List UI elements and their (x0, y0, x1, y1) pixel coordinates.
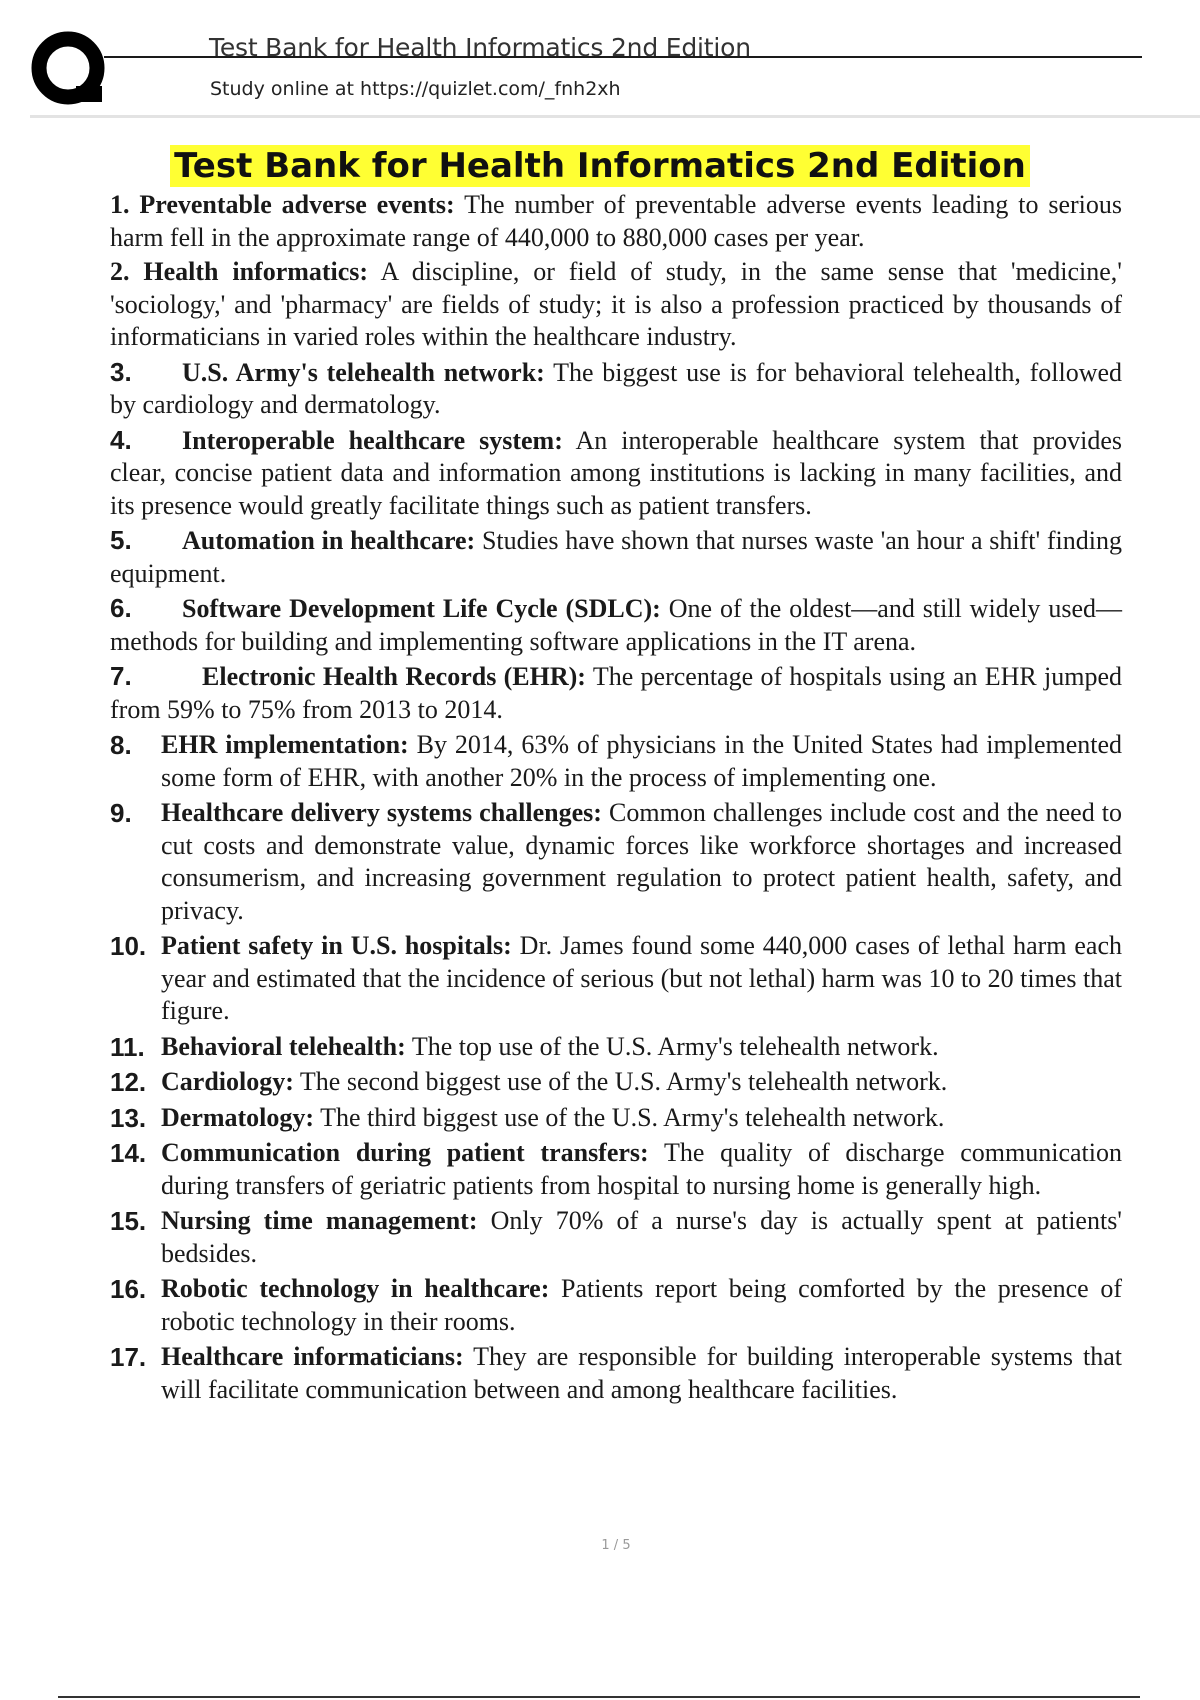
item-term: Interoperable healthcare system: (182, 425, 563, 455)
item-number: 5. (110, 525, 132, 555)
document-title: Test Bank for Health Informatics 2nd Edition (170, 145, 1030, 187)
item-number: 9. (110, 798, 132, 828)
list-item (110, 189, 1122, 254)
item-definition: The second biggest use of the U.S. Army's telehealth network. (299, 1067, 948, 1096)
page-number: 1 / 5 (601, 1538, 631, 1553)
item-definition: The quality of discharge communication during transfers of geriatric patients from hospital to nursing home is generally high. (161, 1138, 1122, 1200)
item-definition: The percentage of hospitals using an EHR jumped from 59% to 75% from 2013 to 2014. (110, 662, 1123, 724)
list-item (110, 1102, 1122, 1135)
item-term: Healthcare informaticians: (161, 1342, 464, 1371)
item-definition: By 2014, 63% of physicians in the United States had implemented some form of EHR, with another 20% in the process of implementing one. (161, 730, 1123, 792)
list-item (110, 797, 1122, 927)
item-number: 10. (110, 931, 147, 961)
title-wrap (0, 145, 1200, 187)
item-number: 14. (110, 1138, 147, 1168)
item-number: 11. (110, 1031, 145, 1062)
item-term: Communication during patient transfers: (161, 1138, 649, 1167)
item-definition: One of the oldest—and still widely used—methods for building and implementing software applications in the IT arena. (110, 594, 1122, 656)
header-study-link[interactable]: Study online at https://quizlet.com/_fnh2xh (210, 78, 621, 100)
item-number: 1. (110, 190, 130, 219)
list-item (110, 524, 1122, 590)
header-divider (30, 115, 1200, 118)
quizlet-q-icon (30, 30, 112, 112)
item-definition: Dr. James found some 440,000 cases of lethal harm each year and estimated that the incidence of serious (but not lethal) harm was 10 to 20 times that figure. (161, 931, 1123, 1025)
item-term: Healthcare delivery systems challenges: (161, 798, 602, 827)
item-term: Health informatics: (143, 257, 369, 286)
item-number: 17. (110, 1342, 147, 1372)
item-number: 6. (110, 593, 132, 623)
item-term: Electronic Health Records (EHR): (202, 662, 586, 691)
item-number: 15. (110, 1206, 147, 1236)
list-item (110, 1137, 1122, 1202)
item-number: 8. (110, 730, 132, 760)
list-item (110, 424, 1122, 523)
item-number: 12. (110, 1067, 147, 1097)
item-definition: They are responsible for building interoperable systems that will facilitate communication between and among healthcare facilities. (161, 1342, 1123, 1404)
item-term: EHR implementation: (161, 730, 409, 759)
item-term: U.S. Army's telehealth network: (182, 357, 545, 387)
list-item (110, 1066, 1122, 1099)
list-item (110, 729, 1122, 794)
item-number: 4. (110, 424, 132, 455)
item-definition: A discipline, or field of study, in the same sense that 'medicine,' 'sociology,' and 'pharmacy' are fields of study; it is also a profession practiced by thousands of informaticians in varied roles within the healthcare industry. (110, 257, 1122, 351)
item-term: Dermatology: (161, 1102, 315, 1132)
item-definition: Common challenges include cost and the need to cut costs and demonstrate value, dynamic forces like workforce shortages and increased consumerism, and increasing government regulation to protect patient health, safety, and privacy. (161, 798, 1123, 925)
item-term: Patient safety in U.S. hospitals: (161, 931, 512, 960)
list-item (110, 1031, 1122, 1064)
item-term: Preventable adverse events: (139, 190, 455, 219)
question-list (110, 189, 1122, 1408)
item-definition: An interoperable healthcare system that provides clear, concise patient data and information among institutions is lacking in many facilities, and its presence would greatly facilitate things such as patient transfers. (110, 425, 1122, 520)
item-definition: The top use of the U.S. Army's telehealth network. (411, 1031, 939, 1061)
item-number: 13. (110, 1102, 147, 1133)
item-definition: The number of preventable adverse events leading to serious harm fell in the approximate range of 440,000 to 880,000 cases per year. (110, 190, 1123, 252)
list-item (110, 1341, 1122, 1406)
list-item (110, 660, 1122, 726)
item-definition: The biggest use is for behavioral telehealth, followed by cardiology and dermatology. (110, 357, 1123, 419)
item-definition: Only 70% of a nurse's day is actually spent at patients' bedsides. (161, 1206, 1122, 1268)
footer-rule (58, 1696, 1140, 1698)
list-item (110, 1205, 1122, 1270)
item-term: Behavioral telehealth: (161, 1031, 406, 1061)
list-item (110, 592, 1122, 658)
list-item (110, 930, 1122, 1028)
item-number: 3. (110, 356, 132, 387)
item-number: 16. (110, 1274, 147, 1304)
list-item (110, 256, 1122, 354)
item-term: Nursing time management: (161, 1206, 478, 1235)
page-header (0, 0, 1200, 120)
item-number: 7. (110, 661, 132, 691)
item-term: Automation in healthcare: (182, 526, 476, 555)
item-definition: The third biggest use of the U.S. Army's telehealth network. (320, 1102, 945, 1132)
list-item (110, 1273, 1122, 1338)
item-term: Robotic technology in healthcare: (161, 1274, 550, 1303)
list-item (110, 356, 1122, 422)
item-term: Software Development Life Cycle (SDLC): (182, 594, 661, 623)
item-number: 2. (110, 257, 130, 286)
item-definition: Patients report being comforted by the presence of robotic technology in their rooms. (161, 1274, 1123, 1336)
item-definition: Studies have shown that nurses waste 'an hour a shift' finding equipment. (110, 526, 1122, 588)
item-term: Cardiology: (161, 1067, 294, 1096)
header-title: Test Bank for Health Informatics 2nd Edition (209, 33, 751, 62)
